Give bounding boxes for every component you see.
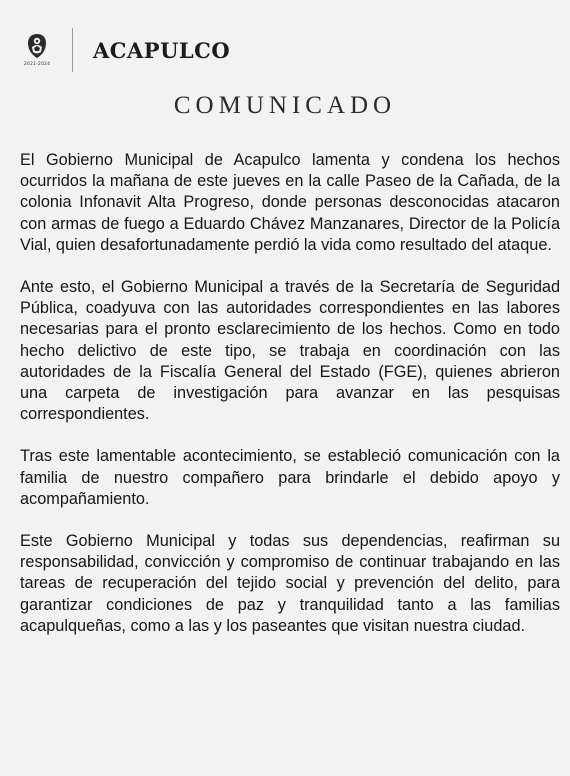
seal-years: 2021-2024 bbox=[23, 62, 51, 67]
brand-wordmark: ACAPULCO bbox=[93, 37, 231, 63]
municipal-seal bbox=[22, 33, 52, 67]
document-title: COMUNICADO bbox=[173, 92, 397, 119]
seal-icon bbox=[26, 33, 48, 59]
communique-body bbox=[20, 150, 560, 658]
paragraph-2: Ante esto, el Gobierno Municipal a través de la Secretaría de Seguridad Pública, coadyuva con las autoridades correspondientes en las labores necesarias para el pronto esclarecimiento de los hechos. Como en todo hecho delictivo de este tipo, se trabaja en coordinación con las autoridades de la Fiscalía General del Estado (FGE), quienes abrieron una carpeta de investigación para avanzar en las pesquisas correspondientes. bbox=[20, 278, 560, 424]
paragraph-4: Este Gobierno Municipal y todas sus dependencias, reafirman su responsabilidad, convicción y compromiso de continuar trabajando en las tareas de recuperación del tejido social y prevención del delito, para garantizar condiciones de paz y tranquilidad tanto a las familias acapulqueñas, como a las y los paseantes que visitan nuestra ciudad. bbox=[20, 532, 560, 635]
header-divider bbox=[72, 28, 73, 72]
paragraph-3: Tras este lamentable acontecimiento, se estableció comunicación con la familia de nuestro compañero para brindarle el debido apoyo y acompañamiento. bbox=[20, 447, 560, 508]
paragraph-1: El Gobierno Municipal de Acapulco lamenta y condena los hechos ocurridos la mañana de este jueves en la calle Paseo de la Cañada, de la colonia Infonavit Alta Progreso, donde personas desconocidas atacaron con armas de fuego a Eduardo Chávez Manzanares, Director de la Policía Vial, quien desafortunadamente perdió la vida como resultado del ataque. bbox=[20, 151, 560, 254]
letterhead bbox=[22, 28, 230, 72]
